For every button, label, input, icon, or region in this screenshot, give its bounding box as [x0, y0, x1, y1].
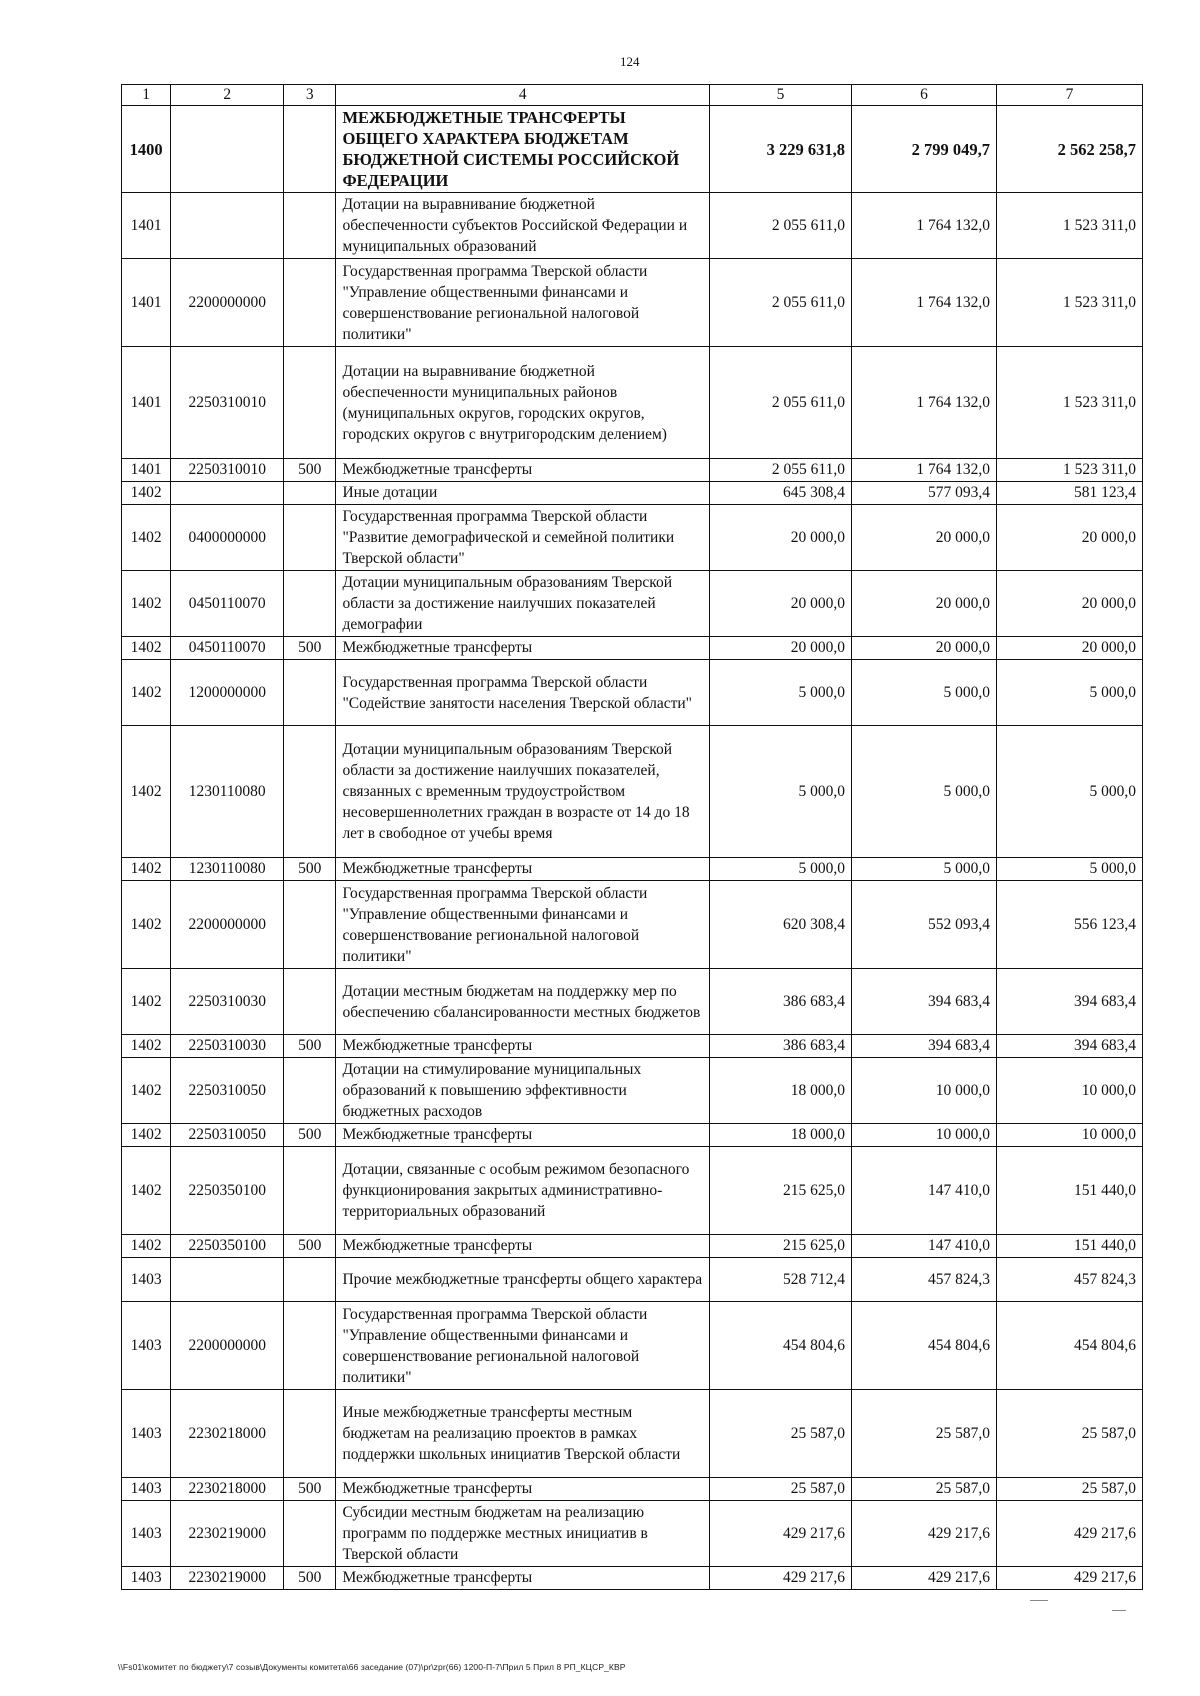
amount-column-5-cell: 2 055 611,0: [709, 459, 851, 482]
target-code-cell: 2200000000: [171, 1302, 284, 1390]
scan-artifact: [1112, 1610, 1126, 1611]
scan-artifact: [1030, 1600, 1048, 1601]
amount-column-6-cell: 457 824,3: [851, 1258, 996, 1302]
section-code-cell: 1401: [122, 459, 171, 482]
amount-column-6-cell: 1 764 132,0: [851, 347, 996, 459]
target-code-cell: 1200000000: [171, 660, 284, 726]
item-name-cell: Дотации, связанные с особым режимом безопасного функционирования закрытых административно-территориальных образований: [336, 1147, 710, 1235]
amount-column-7-cell: 454 804,6: [996, 1302, 1142, 1390]
amount-column-6-cell: 394 683,4: [851, 1035, 996, 1058]
expense-type-cell: [284, 881, 336, 969]
amount-column-6-cell: 147 410,0: [851, 1147, 996, 1235]
section-code-cell: 1402: [122, 1124, 171, 1147]
amount-column-5-cell: 25 587,0: [709, 1478, 851, 1501]
target-code-cell: 2250310010: [171, 347, 284, 459]
amount-column-7-cell: 20 000,0: [996, 571, 1142, 637]
amount-column-7-cell: 1 523 311,0: [996, 193, 1142, 259]
section-code-cell: 1402: [122, 505, 171, 571]
expense-type-cell: 500: [284, 858, 336, 881]
section-code-cell: 1402: [122, 1147, 171, 1235]
section-code-cell: 1402: [122, 881, 171, 969]
amount-column-5-cell: 20 000,0: [709, 571, 851, 637]
target-code-cell: 2250310050: [171, 1058, 284, 1124]
table-row: [122, 1035, 1143, 1058]
amount-column-7-cell: 25 587,0: [996, 1390, 1142, 1478]
table-row: [122, 726, 1143, 858]
file-path-footer: \\Fs01\комитет по бюджету\7 созыв\Документы комитета\66 заседание (07)\pr\zpr(66) 1200-П-7\Прил 5 Прил 8 РП_КЦСР_КВР: [118, 1662, 626, 1672]
target-code-cell: 2250310010: [171, 459, 284, 482]
amount-column-5-cell: 18 000,0: [709, 1058, 851, 1124]
amount-column-6-cell: 5 000,0: [851, 660, 996, 726]
amount-column-5-cell: 386 683,4: [709, 969, 851, 1035]
item-name-cell: Государственная программа Тверской области "Содействие занятости населения Тверской области": [336, 660, 710, 726]
amount-column-7-cell: 10 000,0: [996, 1124, 1142, 1147]
amount-column-6-cell: 1 764 132,0: [851, 459, 996, 482]
amount-column-7-cell: 2 562 258,7: [996, 106, 1142, 193]
target-code-cell: [171, 106, 284, 193]
item-name-cell: МЕЖБЮДЖЕТНЫЕ ТРАНСФЕРТЫ ОБЩЕГО ХАРАКТЕРА БЮДЖЕТАМ БЮДЖЕТНОЙ СИСТЕМЫ РОССИЙСКОЙ ФЕДЕРАЦИИ: [336, 106, 710, 193]
item-name-cell: Межбюджетные трансферты: [336, 1235, 710, 1258]
table-row: [122, 858, 1143, 881]
section-code-cell: 1402: [122, 1058, 171, 1124]
amount-column-7-cell: 20 000,0: [996, 637, 1142, 660]
amount-column-6-cell: 454 804,6: [851, 1302, 996, 1390]
amount-column-7-cell: 1 523 311,0: [996, 259, 1142, 347]
target-code-cell: 0400000000: [171, 505, 284, 571]
expense-type-cell: [284, 1147, 336, 1235]
expense-type-cell: [284, 1390, 336, 1478]
item-name-cell: Иные межбюджетные трансферты местным бюджетам на реализацию проектов в рамках поддержки школьных инициатив Тверской области: [336, 1390, 710, 1478]
amount-column-5-cell: 20 000,0: [709, 637, 851, 660]
section-code-cell: 1401: [122, 193, 171, 259]
section-code-cell: 1402: [122, 660, 171, 726]
expense-type-cell: [284, 1058, 336, 1124]
target-code-cell: 0450110070: [171, 571, 284, 637]
amount-column-5-cell: 429 217,6: [709, 1501, 851, 1567]
expense-type-cell: [284, 505, 336, 571]
table-row: [122, 1501, 1143, 1567]
section-code-cell: 1401: [122, 347, 171, 459]
item-name-cell: Дотации на стимулирование муниципальных образований к повышению эффективности бюджетных расходов: [336, 1058, 710, 1124]
section-code-cell: 1403: [122, 1478, 171, 1501]
amount-column-7-cell: 5 000,0: [996, 726, 1142, 858]
target-code-cell: 2250350100: [171, 1235, 284, 1258]
expense-type-cell: 500: [284, 637, 336, 660]
item-name-cell: Государственная программа Тверской области "Управление общественными финансами и совершенствование региональной налоговой политики": [336, 1302, 710, 1390]
table-row: [122, 1058, 1143, 1124]
amount-column-6-cell: 552 093,4: [851, 881, 996, 969]
section-code-cell: 1402: [122, 1235, 171, 1258]
target-code-cell: 1230110080: [171, 858, 284, 881]
target-code-cell: 2230218000: [171, 1390, 284, 1478]
table-row: [122, 660, 1143, 726]
page-number: 124: [620, 54, 640, 69]
table-row: [122, 1390, 1143, 1478]
expense-type-cell: [284, 969, 336, 1035]
section-code-cell: 1403: [122, 1258, 171, 1302]
section-code-cell: 1402: [122, 858, 171, 881]
item-name-cell: Межбюджетные трансферты: [336, 1035, 710, 1058]
table-row: [122, 347, 1143, 459]
column-header: 3: [284, 85, 336, 106]
item-name-cell: Субсидии местным бюджетам на реализацию программ по поддержке местных инициатив в Тверской области: [336, 1501, 710, 1567]
item-name-cell: Дотации муниципальным образованиям Тверской области за достижение наилучших показателей, связанных с временным трудоустройством несовершеннолетних граждан в возрасте от 14 до 18 лет в свободное от учебы время: [336, 726, 710, 858]
amount-column-6-cell: 2 799 049,7: [851, 106, 996, 193]
amount-column-7-cell: 429 217,6: [996, 1567, 1142, 1590]
target-code-cell: 2250310030: [171, 969, 284, 1035]
table-row: [122, 259, 1143, 347]
section-code-cell: 1403: [122, 1501, 171, 1567]
section-code-cell: 1400: [122, 106, 171, 193]
table-row: [122, 881, 1143, 969]
column-number-row: [122, 85, 1143, 106]
item-name-cell: Дотации муниципальным образованиям Тверской области за достижение наилучших показателей демографии: [336, 571, 710, 637]
amount-column-5-cell: 5 000,0: [709, 726, 851, 858]
item-name-cell: Дотации местным бюджетам на поддержку мер по обеспечению сбалансированности местных бюджетов: [336, 969, 710, 1035]
section-code-cell: 1402: [122, 969, 171, 1035]
amount-column-7-cell: 581 123,4: [996, 482, 1142, 505]
amount-column-5-cell: 528 712,4: [709, 1258, 851, 1302]
column-header: 5: [709, 85, 851, 106]
amount-column-6-cell: 5 000,0: [851, 726, 996, 858]
table-row: [122, 1124, 1143, 1147]
amount-column-6-cell: 25 587,0: [851, 1478, 996, 1501]
item-name-cell: Государственная программа Тверской области "Управление общественными финансами и совершенствование региональной налоговой политики": [336, 259, 710, 347]
amount-column-5-cell: 20 000,0: [709, 505, 851, 571]
section-code-cell: 1401: [122, 259, 171, 347]
expense-type-cell: 500: [284, 1035, 336, 1058]
amount-column-5-cell: 215 625,0: [709, 1235, 851, 1258]
item-name-cell: Государственная программа Тверской области "Управление общественными финансами и совершенствование региональной налоговой политики": [336, 881, 710, 969]
target-code-cell: 2230219000: [171, 1501, 284, 1567]
amount-column-6-cell: 10 000,0: [851, 1124, 996, 1147]
table-row: [122, 969, 1143, 1035]
amount-column-5-cell: 620 308,4: [709, 881, 851, 969]
section-code-cell: 1402: [122, 1035, 171, 1058]
item-name-cell: Межбюджетные трансферты: [336, 459, 710, 482]
amount-column-7-cell: 394 683,4: [996, 969, 1142, 1035]
target-code-cell: [171, 1258, 284, 1302]
target-code-cell: [171, 193, 284, 259]
target-code-cell: 2250350100: [171, 1147, 284, 1235]
amount-column-6-cell: 10 000,0: [851, 1058, 996, 1124]
item-name-cell: Иные дотации: [336, 482, 710, 505]
section-code-cell: 1402: [122, 571, 171, 637]
expense-type-cell: [284, 482, 336, 505]
amount-column-6-cell: 147 410,0: [851, 1235, 996, 1258]
target-code-cell: 2200000000: [171, 881, 284, 969]
target-code-cell: 2230219000: [171, 1567, 284, 1590]
section-code-cell: 1402: [122, 726, 171, 858]
target-code-cell: [171, 482, 284, 505]
item-name-cell: Межбюджетные трансферты: [336, 1567, 710, 1590]
expense-type-cell: [284, 106, 336, 193]
amount-column-5-cell: 25 587,0: [709, 1390, 851, 1478]
table-row: [122, 637, 1143, 660]
amount-column-7-cell: 1 523 311,0: [996, 347, 1142, 459]
section-code-cell: 1403: [122, 1302, 171, 1390]
section-code-cell: 1402: [122, 482, 171, 505]
amount-column-7-cell: 5 000,0: [996, 660, 1142, 726]
amount-column-6-cell: 20 000,0: [851, 505, 996, 571]
item-name-cell: Прочие межбюджетные трансферты общего характера: [336, 1258, 710, 1302]
expense-type-cell: 500: [284, 1567, 336, 1590]
amount-column-7-cell: 10 000,0: [996, 1058, 1142, 1124]
table-row: [122, 571, 1143, 637]
column-header: 7: [996, 85, 1142, 106]
amount-column-6-cell: 577 093,4: [851, 482, 996, 505]
amount-column-5-cell: 429 217,6: [709, 1567, 851, 1590]
target-code-cell: 0450110070: [171, 637, 284, 660]
target-code-cell: 2200000000: [171, 259, 284, 347]
expense-type-cell: [284, 1258, 336, 1302]
amount-column-6-cell: 5 000,0: [851, 858, 996, 881]
item-name-cell: Межбюджетные трансферты: [336, 1124, 710, 1147]
amount-column-5-cell: 2 055 611,0: [709, 347, 851, 459]
expense-type-cell: 500: [284, 1478, 336, 1501]
budget-table: [121, 84, 1143, 1590]
amount-column-5-cell: 5 000,0: [709, 660, 851, 726]
section-code-cell: 1403: [122, 1390, 171, 1478]
amount-column-5-cell: 645 308,4: [709, 482, 851, 505]
amount-column-6-cell: 429 217,6: [851, 1567, 996, 1590]
amount-column-6-cell: 20 000,0: [851, 571, 996, 637]
amount-column-7-cell: 394 683,4: [996, 1035, 1142, 1058]
table-row: [122, 1567, 1143, 1590]
expense-type-cell: [284, 347, 336, 459]
amount-column-5-cell: 5 000,0: [709, 858, 851, 881]
expense-type-cell: [284, 259, 336, 347]
table-row: [122, 106, 1143, 193]
section-code-cell: 1402: [122, 637, 171, 660]
column-header: 4: [336, 85, 710, 106]
table-row: [122, 505, 1143, 571]
table-row: [122, 1478, 1143, 1501]
amount-column-7-cell: 556 123,4: [996, 881, 1142, 969]
expense-type-cell: [284, 571, 336, 637]
amount-column-7-cell: 20 000,0: [996, 505, 1142, 571]
amount-column-6-cell: 1 764 132,0: [851, 259, 996, 347]
amount-column-6-cell: 429 217,6: [851, 1501, 996, 1567]
amount-column-7-cell: 5 000,0: [996, 858, 1142, 881]
target-code-cell: 2230218000: [171, 1478, 284, 1501]
amount-column-7-cell: 1 523 311,0: [996, 459, 1142, 482]
column-header: 2: [171, 85, 284, 106]
table-row: [122, 459, 1143, 482]
amount-column-5-cell: 2 055 611,0: [709, 259, 851, 347]
amount-column-7-cell: 151 440,0: [996, 1235, 1142, 1258]
table-row: [122, 193, 1143, 259]
section-code-cell: 1403: [122, 1567, 171, 1590]
target-code-cell: 2250310050: [171, 1124, 284, 1147]
amount-column-6-cell: 25 587,0: [851, 1390, 996, 1478]
expense-type-cell: 500: [284, 1235, 336, 1258]
expense-type-cell: [284, 193, 336, 259]
amount-column-5-cell: 386 683,4: [709, 1035, 851, 1058]
table-row: [122, 1147, 1143, 1235]
column-header: 1: [122, 85, 171, 106]
amount-column-6-cell: 20 000,0: [851, 637, 996, 660]
amount-column-7-cell: 429 217,6: [996, 1501, 1142, 1567]
amount-column-5-cell: 454 804,6: [709, 1302, 851, 1390]
item-name-cell: Межбюджетные трансферты: [336, 1478, 710, 1501]
table-row: [122, 1235, 1143, 1258]
target-code-cell: 2250310030: [171, 1035, 284, 1058]
expense-type-cell: 500: [284, 459, 336, 482]
amount-column-7-cell: 457 824,3: [996, 1258, 1142, 1302]
item-name-cell: Дотации на выравнивание бюджетной обеспеченности субъектов Российской Федерации и муниципальных образований: [336, 193, 710, 259]
amount-column-7-cell: 25 587,0: [996, 1478, 1142, 1501]
amount-column-5-cell: 3 229 631,8: [709, 106, 851, 193]
amount-column-7-cell: 151 440,0: [996, 1147, 1142, 1235]
amount-column-6-cell: 394 683,4: [851, 969, 996, 1035]
amount-column-6-cell: 1 764 132,0: [851, 193, 996, 259]
item-name-cell: Межбюджетные трансферты: [336, 637, 710, 660]
expense-type-cell: [284, 726, 336, 858]
table-row: [122, 482, 1143, 505]
amount-column-5-cell: 215 625,0: [709, 1147, 851, 1235]
expense-type-cell: 500: [284, 1124, 336, 1147]
expense-type-cell: [284, 660, 336, 726]
expense-type-cell: [284, 1501, 336, 1567]
item-name-cell: Государственная программа Тверской области "Развитие демографической и семейной политики Тверской области": [336, 505, 710, 571]
amount-column-5-cell: 18 000,0: [709, 1124, 851, 1147]
table-row: [122, 1258, 1143, 1302]
expense-type-cell: [284, 1302, 336, 1390]
column-header: 6: [851, 85, 996, 106]
item-name-cell: Межбюджетные трансферты: [336, 858, 710, 881]
amount-column-5-cell: 2 055 611,0: [709, 193, 851, 259]
table-row: [122, 1302, 1143, 1390]
target-code-cell: 1230110080: [171, 726, 284, 858]
item-name-cell: Дотации на выравнивание бюджетной обеспеченности муниципальных районов (муниципальных округов, городских округов, городских округов с внутригородским делением): [336, 347, 710, 459]
